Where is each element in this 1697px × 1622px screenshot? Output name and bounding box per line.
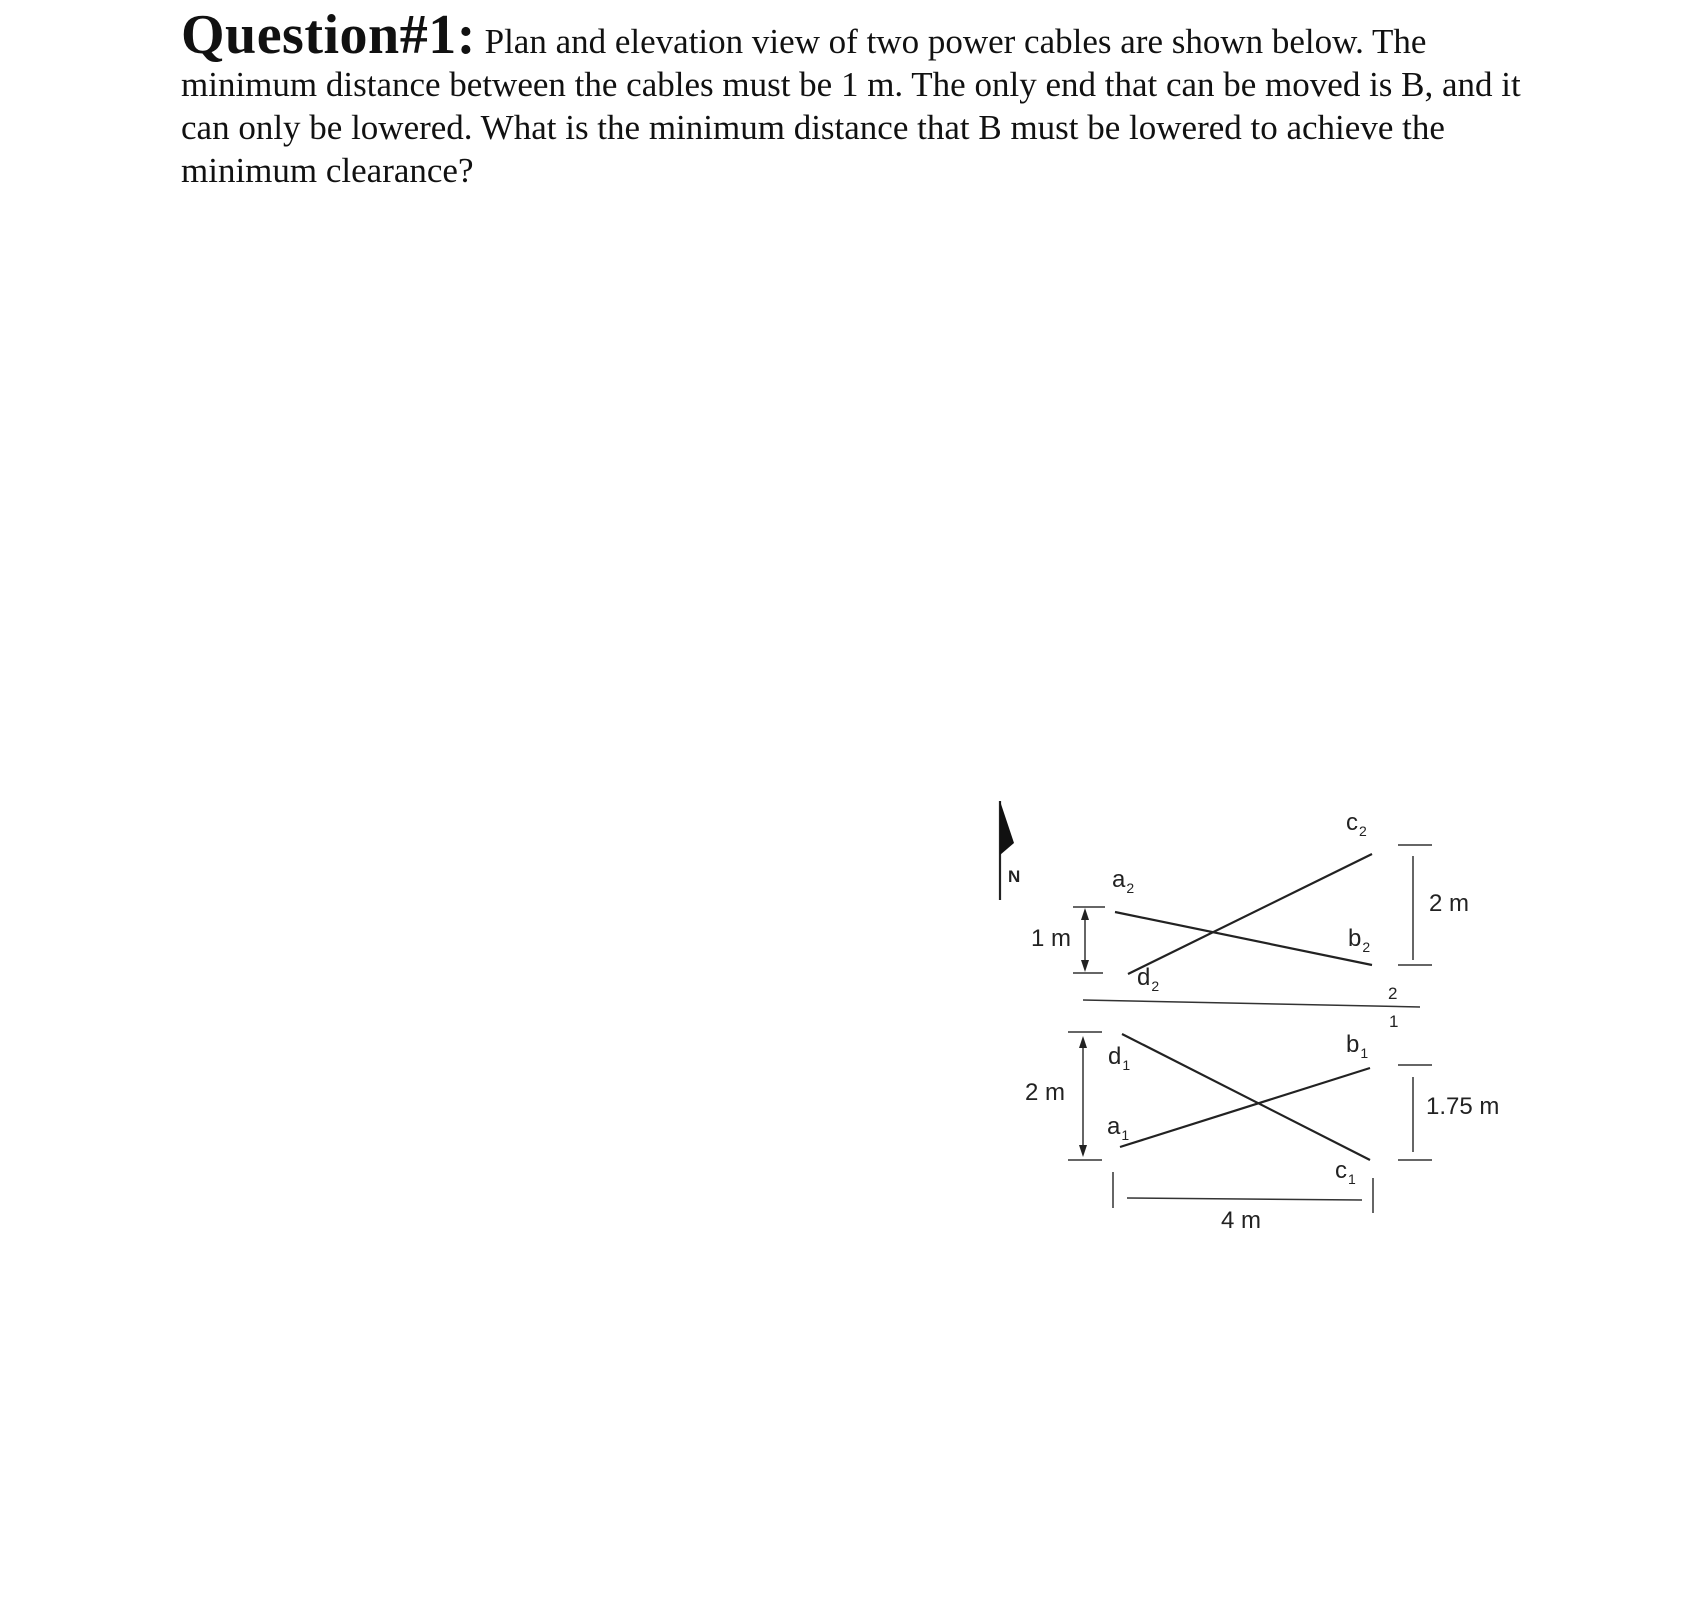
dimension-label-2m-upper: 2 m xyxy=(1429,890,1470,917)
cable-line-a1-b1 xyxy=(1120,1068,1370,1147)
point-label-b1: $b_1$ xyxy=(1346,1031,1369,1061)
question-body: Plan and elevation view of two power cables are shown below. The minimum distance between the cables must be 1 m. The only end that can be moved is B, and it can only be lowered. What is the minimum distance that B must be lowered to achieve the minimum clearance? xyxy=(181,22,1521,190)
dimension-upper-left xyxy=(1073,907,1105,973)
north-label: N xyxy=(1008,867,1021,886)
fold-label-1: 1 xyxy=(1389,1012,1399,1031)
point-label-b2: $b_2$ xyxy=(1348,925,1371,955)
cable-line-d1-c1 xyxy=(1122,1034,1370,1160)
dimension-label-4m: 4 m xyxy=(1221,1207,1262,1234)
cable-line-a2-b2 xyxy=(1115,912,1372,965)
dimension-label-1m: 1 m xyxy=(1031,925,1072,952)
point-label-a2: $a_2$ xyxy=(1112,866,1135,896)
point-label-d1: $d_1$ xyxy=(1108,1043,1131,1073)
dimension-lower-left xyxy=(1068,1032,1102,1160)
fold-label-2: 2 xyxy=(1388,984,1398,1003)
point-label-c2: $c_2$ xyxy=(1346,809,1367,839)
dimension-label-2m-lower: 2 m xyxy=(1025,1079,1066,1106)
cable-line-d2-c2 xyxy=(1128,854,1372,974)
dimension-label-1-75m: 1.75 m xyxy=(1426,1093,1500,1120)
question-label: Question#1: xyxy=(181,4,476,66)
dimension-upper-right xyxy=(1398,845,1432,965)
point-label-c1: $c_1$ xyxy=(1335,1157,1356,1187)
fold-line xyxy=(1083,1000,1420,1007)
point-label-a1: $a_1$ xyxy=(1107,1113,1130,1143)
point-label-d2: $d_2$ xyxy=(1137,964,1160,994)
